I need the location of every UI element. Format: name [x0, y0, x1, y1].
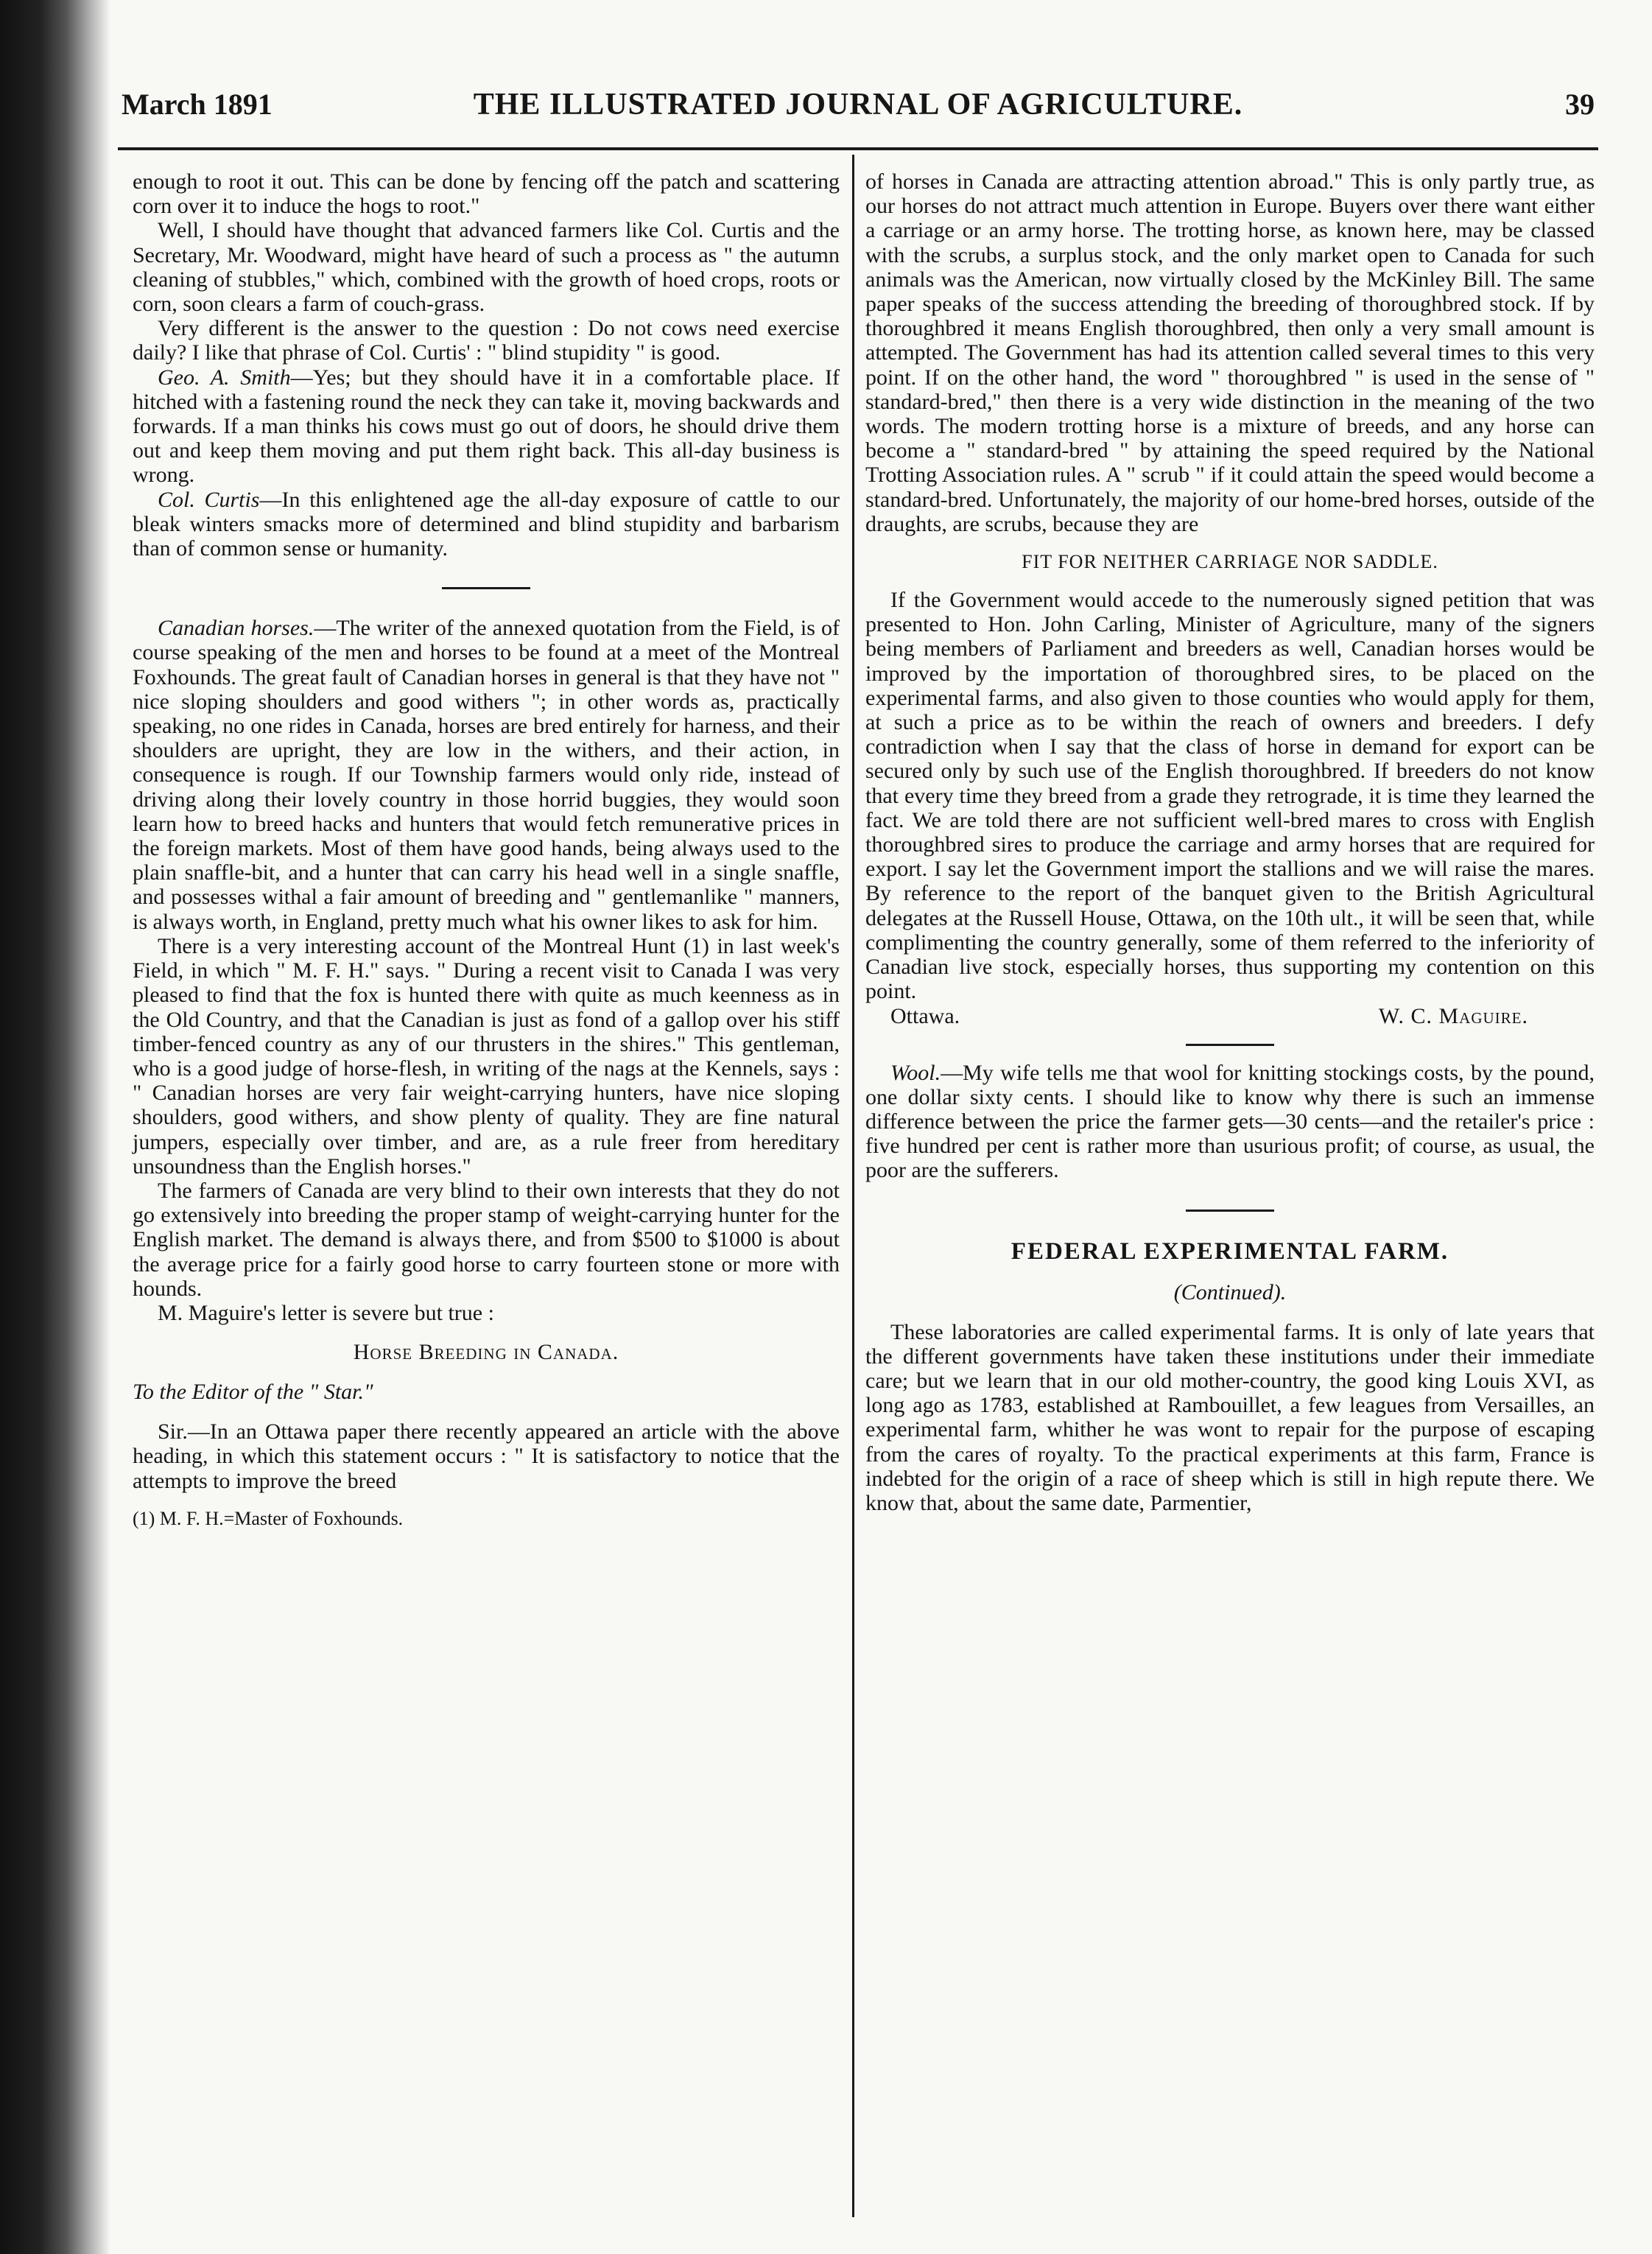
speaker-name: Geo. A. Smith [158, 365, 291, 390]
section-heading: Horse Breeding in Canada. [353, 1340, 619, 1365]
paragraph: M. Maguire's letter is severe but true : [158, 1300, 494, 1325]
article-lead: Wool. [890, 1060, 941, 1085]
page-number: 39 [1565, 88, 1595, 121]
paragraph: of horses in Canada are attracting attention abroad." This is only partly true, as our horses do not attract much attention in Europe. Buyers over there want either a carriage or an army horse. The trotting horse, as known here, may be classed with the scrubs, a surplus stock, and the only market open to Canada for such animals was the American, now virtually closed by the McKinley Bill. The same paper speaks of the success attending the breeding of thoroughbred stock. If by thoroughbred it means English thoroughbred, then only a very small amount is attempted. The Government has had its attention called several times to this very point. If on the other hand, the word " thoroughbred " is used in the sense of " standard-bred," then there is a very wide distinction in the meaning of the two words. The modern trotting horse is a mixture of breeds, and any horse can become a " standard-bred " by attaining the speed required by the National Trotting Association rules. A " scrub " if it could attain the speed would become a standard-bred. Unfortunately, the majority of our home-bred horses, outside of the draughts, are scrubs, because they are [865, 169, 1595, 536]
paragraph [133, 616, 840, 934]
header-rule [118, 147, 1598, 150]
paragraph: enough to root it out. This can be done by fencing off the patch and scattering corn over it to induce the hogs to root." [133, 169, 840, 219]
page-header [122, 87, 1595, 125]
paragraph-text: —Yes; but they should have it in a comfortable place. If hitched with a fastening round the neck they can take it, moving backwards and forwards. If a man thinks his cows must go out of doors, he should drive them out and keep them moving and put them right back. This all-day business is wrong. [133, 365, 840, 488]
paragraph: If the Government would accede to the numerously signed petition that was presented to Hon. John Carling, Minister of Agriculture, many of the signers being members of Parliament and breeders as well, Canadian horses would be improved by the importation of thoroughbred sires, to be placed on the experimental farms, and also given to those counties who would apply for them, at such a price as to be within the reach of owners and breeders. I defy contradiction when I say that the class of horse in demand for export can be secured only by such use of the English thoroughbred. If breeders do not know that every time they breed from a grade they retrograde, it is time they learned the fact. We are told there are not sufficient well-bred mares to cross with English thoroughbred sires to produce the carriage and army horses that are required for export. I say let the Government import the stallions and we will raise the mares. By reference to the report of the banquet given to the British Agricultural delegates at the Russell House, Ottawa, on the 10th ult., it will be seen that, while complimenting the country generally, some of them referred to the inferiority of Canadian live stock, especially horses, thus supporting my contention on this point. [865, 588, 1595, 1004]
paragraph: Well, I should have thought that advanced farmers like Col. Curtis and the Secretary, Mr. Woodward, might have heard of such a process as " the autumn cleaning of stubbles," which, combined with the growth of hoed crops, roots or corn, soon clears a farm of couch-grass. [133, 218, 840, 317]
signature-name: W. C. Maguire. [1378, 1003, 1528, 1028]
article-heading: FEDERAL EXPERIMENTAL FARM. [1010, 1237, 1449, 1265]
letter-salutation: To the Editor of the " Star." [133, 1380, 373, 1405]
continued-label: (Continued). [1173, 1279, 1287, 1305]
footnote: (1) M. F. H.=Master of Foxhounds. [133, 1507, 404, 1529]
paragraph-text: —The writer of the annexed quotation from the Field, is of course speaking of the men and horses to be found at a meet of the Montreal Foxhounds. The great fault of Canadian horses in general is that they have not " nice sloping shoulders and good withers "; in other words as, practically speaking, no one rides in Canada, horses are bred entirely for harness, and their shoulders are upright, they are low in the withers, and their action, in consequence is rough. If our Township farmers would only ride, instead of driving along their lovely country in those horrid buggies, they would soon learn how to breed hacks and hunters that would fetch remunerative prices in the foreign markets. Most of them have good hands, being always used to the plain snaffle-bit, and a hunter that can carry his head well in a single snaffle, and possesses withal a fair amount of breeding and " gentlemanlike " manners, is always worth, in England, pretty much what his owner likes to ask for him. [133, 616, 840, 934]
paragraph: Very different is the answer to the question : Do not cows need exercise daily? I like that phrase of Col. Curtis' : " blind stupidity " is good. [133, 316, 840, 365]
article-lead: Canadian horses. [158, 616, 314, 641]
left-column [133, 169, 840, 1530]
right-column [865, 169, 1595, 1515]
paragraph-text: —My wife tells me that wool for knitting stockings costs, by the pound, one dollar sixty cents. I should like to know why there is such an immense difference between the price the farmer gets—30 cents—and the retailer's price : five hundred per cent is rather more than usurious profit; of course, as usual, the poor are the sufferers. [865, 1060, 1595, 1183]
paragraph: The farmers of Canada are very blind to their own interests that they do not go extensively into breeding the proper stamp of weight-carrying hunter for the English market. The demand is always there, and from $500 to $1000 is about the average price for a fairly good horse to carry fourteen stone or more with hounds. [133, 1178, 840, 1301]
signature-line [865, 1004, 1595, 1029]
paragraph [133, 365, 840, 488]
subheading: FIT FOR NEITHER CARRIAGE NOR SADDLE. [1022, 551, 1438, 573]
paragraph [865, 1061, 1595, 1183]
paragraph: These laboratories are called experimental farms. It is only of late years that the different governments have taken these institutions under their immediate care; but we learn that in our old mother-country, the good king Louis XVI, as long ago as 1783, established at Rambouillet, a few leagues from Versailles, an experimental farm, whither he was wont to repair for the purpose of escaping from the cares of royalty. To the practical experiments at this farm, France is indebted for the origin of a race of sheep which is still in high repute there. We know that, about the same date, Parmentier, [865, 1319, 1595, 1515]
paragraph: Sir.—In an Ottawa paper there recently appeared an article with the above heading, in which this statement occurs : " It is satisfactory to notice that the attempts to improve the breed [133, 1419, 840, 1493]
speaker-name: Col. Curtis [158, 487, 260, 512]
paragraph-text: —In this enlightened age the all-day exposure of cattle to our bleak winters smacks more of determined and blind stupidity and barbarism than of common sense or humanity. [133, 487, 840, 561]
paragraph: There is a very interesting account of the Montreal Hunt (1) in last week's Field, in which " M. F. H." says. " During a recent visit to Canada I was very pleased to find that the fox is hunted there with quite as much keenness as in the Old Country, and that the Canadian is just as fond of a gallop over his stiff timber-fenced country as any of our thrusters in the shires." This gentleman, who is a good judge of horse-flesh, in writing of the nags at the Kennels, says : " Canadian horses are very fair weight-carrying hunters, have nice sloping shoulders, good withers, and show plenty of quality. They are fine natural jumpers, especially over timber, and are, as a rule freer from hereditary unsoundness than the English horses." [133, 933, 840, 1179]
column-divider [852, 155, 854, 2217]
paragraph [133, 488, 840, 561]
scan-edge-shadow [0, 0, 110, 2254]
journal-title: THE ILLUSTRATED JOURNAL OF AGRICULTURE. [473, 88, 1243, 122]
issue-date: March 1891 [122, 88, 273, 121]
signature-place: Ottawa. [890, 1003, 960, 1028]
